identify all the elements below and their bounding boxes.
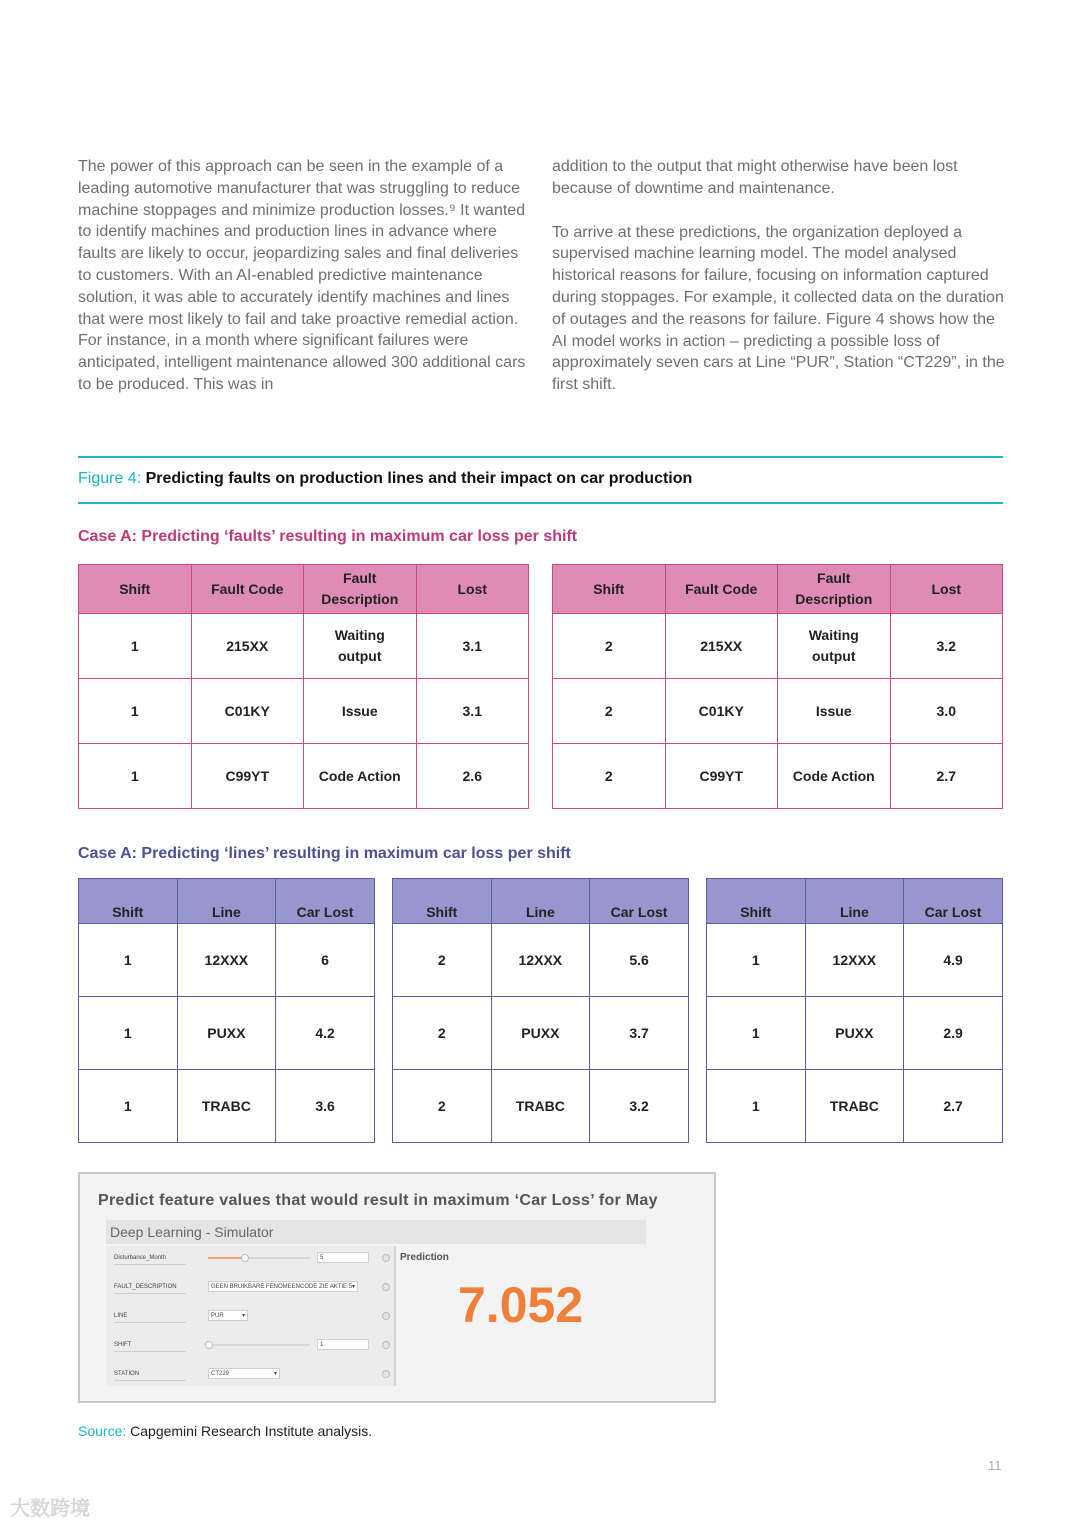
- table-row: [393, 997, 689, 1070]
- field-shift: [112, 1337, 392, 1353]
- chevron-down-icon: ▾: [241, 1313, 245, 1319]
- header-line: Line: [177, 879, 276, 924]
- chevron-down-icon: ▾: [273, 1371, 277, 1377]
- table-row: [707, 924, 1003, 997]
- table-row: [707, 997, 1003, 1070]
- header-shift: Shift: [707, 879, 806, 924]
- header-fault-code: Fault Code: [665, 565, 778, 614]
- cell-fault-code: C99YT: [665, 744, 778, 809]
- table-row: [79, 997, 375, 1070]
- header-shift: Shift: [393, 879, 492, 924]
- slider-knob[interactable]: [241, 1254, 249, 1262]
- lines-table-2: [392, 878, 689, 1143]
- table-row: [79, 614, 529, 679]
- table-row: [393, 1070, 689, 1143]
- field-station: [112, 1366, 392, 1382]
- prediction-value: 7.052: [458, 1277, 584, 1333]
- simulator-panel: [78, 1172, 716, 1403]
- cell-fault-description: Waiting output: [304, 614, 417, 679]
- info-icon[interactable]: ⓘ: [383, 1255, 389, 1261]
- table-header-row: [707, 879, 1003, 924]
- header-car-lost: Car Lost: [276, 879, 375, 924]
- header-line: Line: [491, 879, 590, 924]
- source-note: [78, 1423, 372, 1439]
- cell-lost: 3.2: [890, 614, 1003, 679]
- faults-section-title: Case A: Predicting ‘faults’ resulting in maximum car loss per shift: [78, 528, 578, 545]
- header-shift: Shift: [79, 879, 178, 924]
- cell-shift: 1: [79, 744, 192, 809]
- cell-shift: 1: [79, 1070, 178, 1143]
- disturbance-month-input[interactable]: 5: [317, 1252, 369, 1263]
- header-fault-description: Fault Description: [778, 565, 891, 614]
- cell-car-lost: 2.7: [904, 1070, 1003, 1143]
- table-row: [393, 924, 689, 997]
- cell-lost: 3.1: [416, 679, 529, 744]
- cell-line: 12XXX: [177, 924, 276, 997]
- shift-slider[interactable]: [208, 1344, 310, 1346]
- paragraph: To arrive at these predictions, the organization deployed a supervised machine learning model. The model analysed historical reasons for failure, focusing on information captured during stoppages. For example, it collected data on the duration of outages and the reasons for failure. Figure 4 shows how the AI model works in action – predicting a possible loss of approximately seven cars at Line “PUR”, Station “CT229”, in the first shift.: [552, 223, 1005, 394]
- header-car-lost: Car Lost: [590, 879, 689, 924]
- cell-lost: 3.1: [416, 614, 529, 679]
- cell-car-lost: 3.7: [590, 997, 689, 1070]
- header-shift: Shift: [553, 565, 666, 614]
- table-row: [553, 679, 1003, 744]
- select-value: CT229: [211, 1371, 230, 1377]
- station-select[interactable]: [208, 1368, 280, 1379]
- table-row: [707, 1070, 1003, 1143]
- cell-fault-description: Issue: [304, 679, 417, 744]
- source-text: Capgemini Research Institute analysis.: [130, 1423, 373, 1439]
- cell-fault-code: C99YT: [191, 744, 304, 809]
- table-row: [79, 744, 529, 809]
- cell-shift: 1: [79, 924, 178, 997]
- table-row: [553, 614, 1003, 679]
- cell-shift: 2: [553, 614, 666, 679]
- select-value: GEEN BRUIKBARE FENOMEENCODE ZIE AKTIE 5: [211, 1284, 353, 1290]
- cell-fault-description: Issue: [778, 679, 891, 744]
- cell-line: 12XXX: [805, 924, 904, 997]
- prediction-label: Prediction: [400, 1252, 449, 1263]
- field-fault-description: [112, 1279, 392, 1295]
- cell-line: TRABC: [177, 1070, 276, 1143]
- select-value: PUR: [211, 1313, 224, 1319]
- cell-shift: 2: [553, 679, 666, 744]
- field-label: SHIFT: [114, 1342, 132, 1348]
- disturbance-month-slider[interactable]: [208, 1257, 310, 1259]
- cell-shift: 1: [79, 997, 178, 1070]
- cell-fault-code: 215XX: [191, 614, 304, 679]
- field-disturbance-month: [112, 1250, 392, 1266]
- cell-fault-code: C01KY: [665, 679, 778, 744]
- figure-title-text: Predicting faults on production lines and their impact on car production: [145, 470, 693, 487]
- chevron-down-icon: ▾: [351, 1284, 355, 1290]
- cell-fault-code: 215XX: [665, 614, 778, 679]
- cell-lost: 2.6: [416, 744, 529, 809]
- table-row: [553, 744, 1003, 809]
- line-select[interactable]: [208, 1310, 248, 1321]
- body-column-left: [78, 156, 533, 418]
- cell-shift: 2: [553, 744, 666, 809]
- cell-car-lost: 6: [276, 924, 375, 997]
- header-lost: Lost: [416, 565, 529, 614]
- figure-top-rule: [78, 456, 1003, 458]
- page-number: 11: [988, 1458, 1002, 1473]
- info-icon[interactable]: ⓘ: [383, 1371, 389, 1377]
- cell-shift: 1: [79, 614, 192, 679]
- cell-car-lost: 2.9: [904, 997, 1003, 1070]
- faults-table-1: [78, 564, 529, 809]
- shift-input[interactable]: 1: [317, 1339, 369, 1350]
- cell-car-lost: 3.6: [276, 1070, 375, 1143]
- slider-fill: [208, 1257, 244, 1259]
- table-header-row: [393, 879, 689, 924]
- info-icon[interactable]: ⓘ: [383, 1284, 389, 1290]
- cell-lost: 3.0: [890, 679, 1003, 744]
- cell-car-lost: 4.2: [276, 997, 375, 1070]
- figure-bottom-rule: [78, 502, 1003, 504]
- cell-shift: 2: [393, 997, 492, 1070]
- cell-line: TRABC: [491, 1070, 590, 1143]
- watermark: 大数跨境: [10, 1498, 90, 1520]
- cell-car-lost: 4.9: [904, 924, 1003, 997]
- table-header-row: [79, 565, 529, 614]
- simulator-form: [106, 1246, 396, 1386]
- cell-line: PUXX: [491, 997, 590, 1070]
- table-header-row: [553, 565, 1003, 614]
- cell-line: TRABC: [805, 1070, 904, 1143]
- slider-knob[interactable]: [205, 1341, 213, 1349]
- source-label: Source:: [78, 1423, 127, 1439]
- info-icon[interactable]: ⓘ: [383, 1342, 389, 1348]
- faults-table-2: [552, 564, 1003, 809]
- figure-title: [78, 470, 692, 488]
- cell-fault-code: C01KY: [191, 679, 304, 744]
- cell-shift: 2: [393, 924, 492, 997]
- lines-table-1: [78, 878, 375, 1143]
- cell-line: 12XXX: [491, 924, 590, 997]
- cell-lost: 2.7: [890, 744, 1003, 809]
- lines-section-title: Case A: Predicting ‘lines’ resulting in maximum car loss per shift: [78, 845, 571, 862]
- field-line: [112, 1308, 392, 1324]
- cell-fault-description: Waiting output: [778, 614, 891, 679]
- figure-label: Figure 4:: [78, 470, 142, 487]
- cell-fault-description: Code Action: [304, 744, 417, 809]
- simulator-subtitle: Deep Learning - Simulator: [106, 1220, 646, 1244]
- simulator-title: Predict feature values that would result in maximum ‘Car Loss’ for May: [98, 1192, 658, 1209]
- cell-line: PUXX: [805, 997, 904, 1070]
- field-label: FAULT_DESCRIPTION: [114, 1284, 177, 1290]
- cell-shift: 1: [79, 679, 192, 744]
- paragraph: The power of this approach can be seen in the example of a leading automotive manufacturer that was struggling to reduce machine stoppages and minimize production losses.⁹ It wanted to identify machines and production lines in advance where faults are likely to occur, jeopardizing sales and final deliveries to customers. With an AI-enabled predictive maintenance solution, it was able to accurately identify machines and lines that were most likely to fail and take proactive remedial action. For instance, in a month where significant failures were anticipated, intelligent maintenance allowed 300 additional cars to be produced. This was in: [78, 158, 526, 393]
- field-label: Disturbance_Month: [114, 1255, 167, 1261]
- field-label: STATION: [114, 1371, 140, 1377]
- header-lost: Lost: [890, 565, 1003, 614]
- cell-car-lost: 5.6: [590, 924, 689, 997]
- field-label: LINE: [114, 1313, 128, 1319]
- fault-description-select[interactable]: [208, 1281, 358, 1292]
- table-header-row: [79, 879, 375, 924]
- cell-line: PUXX: [177, 997, 276, 1070]
- header-fault-description: Fault Description: [304, 565, 417, 614]
- header-shift: Shift: [79, 565, 192, 614]
- body-column-right: [552, 156, 1012, 418]
- paragraph: addition to the output that might otherwise have been lost because of downtime and maintenance.: [552, 158, 958, 197]
- lines-table-3: [706, 878, 1003, 1143]
- header-car-lost: Car Lost: [904, 879, 1003, 924]
- cell-shift: 1: [707, 997, 806, 1070]
- cell-fault-description: Code Action: [778, 744, 891, 809]
- table-row: [79, 679, 529, 744]
- info-icon[interactable]: ⓘ: [383, 1313, 389, 1319]
- header-fault-code: Fault Code: [191, 565, 304, 614]
- table-row: [79, 924, 375, 997]
- header-line: Line: [805, 879, 904, 924]
- cell-shift: 1: [707, 1070, 806, 1143]
- cell-car-lost: 3.2: [590, 1070, 689, 1143]
- table-row: [79, 1070, 375, 1143]
- cell-shift: 2: [393, 1070, 492, 1143]
- cell-shift: 1: [707, 924, 806, 997]
